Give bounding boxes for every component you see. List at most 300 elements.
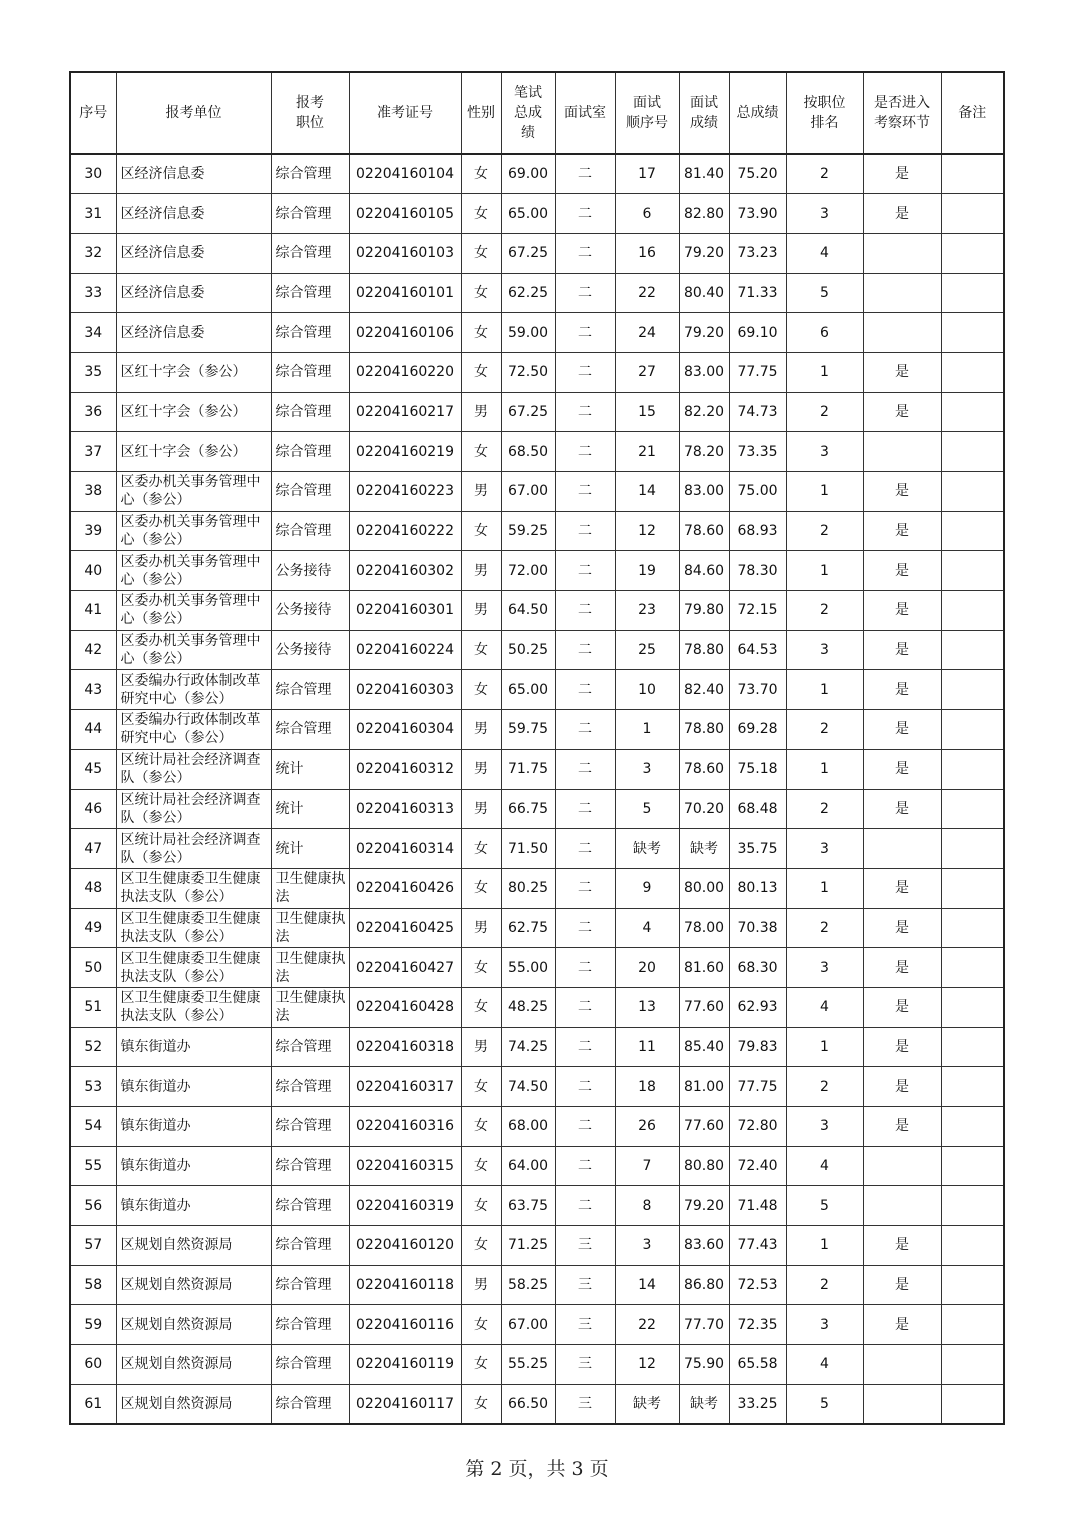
table-row — [70, 749, 1004, 789]
total-score-cell: 68.48 — [729, 789, 786, 829]
order-cell: 9 — [615, 868, 679, 908]
gender-cell: 女 — [461, 829, 501, 869]
exam-id-cell: 02204160425 — [349, 908, 461, 948]
order-cell: 23 — [615, 591, 679, 631]
advance-cell: 是 — [863, 948, 941, 988]
advance-cell: 是 — [863, 1107, 941, 1147]
written-score-cell: 71.75 — [501, 749, 555, 789]
gender-cell: 男 — [461, 1027, 501, 1067]
written-score-cell: 72.00 — [501, 551, 555, 591]
total-score-cell: 65.58 — [729, 1345, 786, 1385]
unit-cell: 区经济信息委 — [116, 313, 271, 353]
interview-score-cell: 缺考 — [679, 829, 729, 869]
room-cell: 二 — [555, 432, 615, 472]
table-row — [70, 868, 1004, 908]
remark-cell — [941, 432, 1004, 472]
gender-cell: 男 — [461, 472, 501, 512]
remark-cell — [941, 352, 1004, 392]
interview-score-cell: 78.60 — [679, 511, 729, 551]
room-cell: 二 — [555, 749, 615, 789]
exam-id-cell: 02204160104 — [349, 154, 461, 194]
written-score-cell: 71.50 — [501, 829, 555, 869]
order-cell: 15 — [615, 392, 679, 432]
total-score-cell: 68.30 — [729, 948, 786, 988]
header-cell — [863, 72, 941, 154]
advance-cell: 是 — [863, 789, 941, 829]
room-cell: 二 — [555, 670, 615, 710]
position-cell: 综合管理 — [271, 194, 349, 234]
exam-id-cell: 02204160315 — [349, 1146, 461, 1186]
unit-cell: 区规划自然资源局 — [116, 1305, 271, 1345]
total-score-cell: 77.43 — [729, 1226, 786, 1266]
table-row — [70, 1107, 1004, 1147]
header-cell — [116, 72, 271, 154]
seq-cell: 30 — [70, 154, 116, 194]
written-score-cell: 64.00 — [501, 1146, 555, 1186]
remark-cell — [941, 1146, 1004, 1186]
remark-cell — [941, 472, 1004, 512]
total-score-cell: 69.10 — [729, 313, 786, 353]
seq-cell: 61 — [70, 1384, 116, 1424]
interview-score-cell: 79.20 — [679, 233, 729, 273]
seq-cell: 49 — [70, 908, 116, 948]
unit-cell: 区红十字会（参公） — [116, 352, 271, 392]
room-cell: 二 — [555, 710, 615, 750]
advance-cell: 是 — [863, 670, 941, 710]
unit-cell: 镇东街道办 — [116, 1186, 271, 1226]
interview-score-cell: 85.40 — [679, 1027, 729, 1067]
table-row — [70, 789, 1004, 829]
interview-score-cell: 78.80 — [679, 710, 729, 750]
position-cell: 综合管理 — [271, 273, 349, 313]
advance-cell: 是 — [863, 1265, 941, 1305]
written-score-cell: 63.75 — [501, 1186, 555, 1226]
header-label: 报考 职位 — [296, 95, 324, 131]
position-cell: 综合管理 — [271, 670, 349, 710]
total-score-cell: 72.40 — [729, 1146, 786, 1186]
order-cell: 20 — [615, 948, 679, 988]
exam-id-cell: 02204160116 — [349, 1305, 461, 1345]
written-score-cell: 55.25 — [501, 1345, 555, 1385]
order-cell: 14 — [615, 1265, 679, 1305]
written-score-cell: 65.00 — [501, 194, 555, 234]
room-cell: 二 — [555, 987, 615, 1027]
interview-score-cell: 78.80 — [679, 630, 729, 670]
position-cell: 综合管理 — [271, 511, 349, 551]
seq-cell: 51 — [70, 987, 116, 1027]
remark-cell — [941, 868, 1004, 908]
order-cell: 22 — [615, 273, 679, 313]
table-row — [70, 194, 1004, 234]
header-cell — [615, 72, 679, 154]
unit-cell: 镇东街道办 — [116, 1027, 271, 1067]
exam-id-cell: 02204160118 — [349, 1265, 461, 1305]
results-table — [69, 71, 1005, 1425]
seq-cell: 44 — [70, 710, 116, 750]
gender-cell: 女 — [461, 630, 501, 670]
table-row — [70, 987, 1004, 1027]
rank-cell: 1 — [786, 670, 863, 710]
rank-cell: 2 — [786, 908, 863, 948]
gender-cell: 女 — [461, 1305, 501, 1345]
gender-cell: 男 — [461, 789, 501, 829]
position-cell: 综合管理 — [271, 1027, 349, 1067]
exam-id-cell: 02204160222 — [349, 511, 461, 551]
total-score-cell: 72.53 — [729, 1265, 786, 1305]
exam-id-cell: 02204160426 — [349, 868, 461, 908]
total-score-cell: 73.23 — [729, 233, 786, 273]
seq-cell: 36 — [70, 392, 116, 432]
exam-id-cell: 02204160105 — [349, 194, 461, 234]
table-header-row — [70, 72, 1004, 154]
advance-cell: 是 — [863, 1067, 941, 1107]
order-cell: 26 — [615, 1107, 679, 1147]
table-body — [70, 154, 1004, 1424]
remark-cell — [941, 1226, 1004, 1266]
header-label: 面试 顺序号 — [626, 95, 668, 131]
room-cell: 二 — [555, 630, 615, 670]
exam-id-cell: 02204160314 — [349, 829, 461, 869]
gender-cell: 男 — [461, 591, 501, 631]
remark-cell — [941, 233, 1004, 273]
total-score-cell: 75.20 — [729, 154, 786, 194]
interview-score-cell: 82.80 — [679, 194, 729, 234]
position-cell: 综合管理 — [271, 1265, 349, 1305]
header-cell — [461, 72, 501, 154]
written-score-cell: 67.00 — [501, 1305, 555, 1345]
exam-id-cell: 02204160219 — [349, 432, 461, 472]
table-row — [70, 710, 1004, 750]
total-score-cell: 73.70 — [729, 670, 786, 710]
order-cell: 19 — [615, 551, 679, 591]
exam-id-cell: 02204160224 — [349, 630, 461, 670]
order-cell: 25 — [615, 630, 679, 670]
position-cell: 公务接待 — [271, 591, 349, 631]
total-score-cell: 79.83 — [729, 1027, 786, 1067]
rank-cell: 1 — [786, 868, 863, 908]
rank-cell: 3 — [786, 1305, 863, 1345]
advance-cell — [863, 233, 941, 273]
unit-cell: 区统计局社会经济调查队（参公） — [116, 829, 271, 869]
total-score-cell: 71.48 — [729, 1186, 786, 1226]
seq-cell: 56 — [70, 1186, 116, 1226]
rank-cell: 4 — [786, 233, 863, 273]
rank-cell: 5 — [786, 1384, 863, 1424]
gender-cell: 男 — [461, 710, 501, 750]
written-score-cell: 59.00 — [501, 313, 555, 353]
rank-cell: 5 — [786, 273, 863, 313]
interview-score-cell: 80.80 — [679, 1146, 729, 1186]
position-cell: 综合管理 — [271, 1067, 349, 1107]
rank-cell: 1 — [786, 551, 863, 591]
table-row — [70, 1265, 1004, 1305]
remark-cell — [941, 1345, 1004, 1385]
written-score-cell: 68.50 — [501, 432, 555, 472]
advance-cell: 是 — [863, 630, 941, 670]
remark-cell — [941, 908, 1004, 948]
unit-cell: 区卫生健康委卫生健康执法支队（参公） — [116, 908, 271, 948]
remark-cell — [941, 630, 1004, 670]
table-row — [70, 948, 1004, 988]
room-cell: 二 — [555, 472, 615, 512]
page-footer: 第 2 页，共 3 页 — [465, 1458, 609, 1480]
table-row — [70, 829, 1004, 869]
table-row — [70, 1345, 1004, 1385]
unit-cell: 镇东街道办 — [116, 1067, 271, 1107]
unit-cell: 区委编办行政体制改革研究中心（参公） — [116, 710, 271, 750]
gender-cell: 女 — [461, 1186, 501, 1226]
table-row — [70, 352, 1004, 392]
position-cell: 综合管理 — [271, 1345, 349, 1385]
remark-cell — [941, 1107, 1004, 1147]
total-score-cell: 72.15 — [729, 591, 786, 631]
table-row — [70, 472, 1004, 512]
written-score-cell: 65.00 — [501, 670, 555, 710]
header-cell — [501, 72, 555, 154]
exam-id-cell: 02204160117 — [349, 1384, 461, 1424]
remark-cell — [941, 710, 1004, 750]
table-row — [70, 233, 1004, 273]
exam-id-cell: 02204160120 — [349, 1226, 461, 1266]
seq-cell: 42 — [70, 630, 116, 670]
written-score-cell: 66.75 — [501, 789, 555, 829]
position-cell: 综合管理 — [271, 1146, 349, 1186]
rank-cell: 1 — [786, 1226, 863, 1266]
written-score-cell: 68.00 — [501, 1107, 555, 1147]
interview-score-cell: 81.00 — [679, 1067, 729, 1107]
rank-cell: 1 — [786, 472, 863, 512]
rank-cell: 3 — [786, 829, 863, 869]
unit-cell: 区红十字会（参公） — [116, 392, 271, 432]
total-score-cell: 62.93 — [729, 987, 786, 1027]
total-score-cell: 69.28 — [729, 710, 786, 750]
order-cell: 缺考 — [615, 829, 679, 869]
table-row — [70, 154, 1004, 194]
written-score-cell: 55.00 — [501, 948, 555, 988]
rank-cell: 2 — [786, 154, 863, 194]
table-row — [70, 1305, 1004, 1345]
total-score-cell: 68.93 — [729, 511, 786, 551]
remark-cell — [941, 1067, 1004, 1107]
order-cell: 10 — [615, 670, 679, 710]
header-cell — [271, 72, 349, 154]
remark-cell — [941, 154, 1004, 194]
seq-cell: 54 — [70, 1107, 116, 1147]
advance-cell: 是 — [863, 868, 941, 908]
position-cell: 卫生健康执法 — [271, 908, 349, 948]
order-cell: 1 — [615, 710, 679, 750]
seq-cell: 41 — [70, 591, 116, 631]
seq-cell: 48 — [70, 868, 116, 908]
exam-id-cell: 02204160319 — [349, 1186, 461, 1226]
remark-cell — [941, 789, 1004, 829]
seq-cell: 37 — [70, 432, 116, 472]
order-cell: 24 — [615, 313, 679, 353]
table-row — [70, 551, 1004, 591]
unit-cell: 区卫生健康委卫生健康执法支队（参公） — [116, 868, 271, 908]
header-label: 按职位 排名 — [803, 95, 846, 131]
header-cell — [786, 72, 863, 154]
remark-cell — [941, 273, 1004, 313]
seq-cell: 35 — [70, 352, 116, 392]
rank-cell: 2 — [786, 1265, 863, 1305]
seq-cell: 52 — [70, 1027, 116, 1067]
position-cell: 综合管理 — [271, 154, 349, 194]
remark-cell — [941, 392, 1004, 432]
rank-cell: 2 — [786, 710, 863, 750]
total-score-cell: 77.75 — [729, 1067, 786, 1107]
total-score-cell: 77.75 — [729, 352, 786, 392]
exam-id-cell: 02204160317 — [349, 1067, 461, 1107]
order-cell: 22 — [615, 1305, 679, 1345]
gender-cell: 男 — [461, 392, 501, 432]
position-cell: 综合管理 — [271, 1107, 349, 1147]
interview-score-cell: 75.90 — [679, 1345, 729, 1385]
remark-cell — [941, 591, 1004, 631]
remark-cell — [941, 1265, 1004, 1305]
table-row — [70, 1186, 1004, 1226]
interview-score-cell: 84.60 — [679, 551, 729, 591]
seq-cell: 53 — [70, 1067, 116, 1107]
unit-cell: 区规划自然资源局 — [116, 1384, 271, 1424]
total-score-cell: 78.30 — [729, 551, 786, 591]
interview-score-cell: 81.40 — [679, 154, 729, 194]
rank-cell: 2 — [786, 392, 863, 432]
unit-cell: 区委编办行政体制改革研究中心（参公） — [116, 670, 271, 710]
position-cell: 综合管理 — [271, 233, 349, 273]
advance-cell — [863, 829, 941, 869]
advance-cell: 是 — [863, 710, 941, 750]
seq-cell: 45 — [70, 749, 116, 789]
exam-id-cell: 02204160427 — [349, 948, 461, 988]
advance-cell — [863, 273, 941, 313]
order-cell: 3 — [615, 1226, 679, 1266]
table-row — [70, 670, 1004, 710]
unit-cell: 区红十字会（参公） — [116, 432, 271, 472]
interview-score-cell: 77.60 — [679, 987, 729, 1027]
header-cell — [729, 72, 786, 154]
interview-score-cell: 77.60 — [679, 1107, 729, 1147]
advance-cell: 是 — [863, 352, 941, 392]
order-cell: 3 — [615, 749, 679, 789]
total-score-cell: 75.18 — [729, 749, 786, 789]
rank-cell: 1 — [786, 749, 863, 789]
written-score-cell: 67.25 — [501, 233, 555, 273]
gender-cell: 女 — [461, 194, 501, 234]
position-cell: 综合管理 — [271, 432, 349, 472]
position-cell: 综合管理 — [271, 710, 349, 750]
header-cell — [70, 72, 116, 154]
exam-id-cell: 02204160312 — [349, 749, 461, 789]
interview-score-cell: 78.20 — [679, 432, 729, 472]
order-cell: 4 — [615, 908, 679, 948]
remark-cell — [941, 511, 1004, 551]
rank-cell: 2 — [786, 511, 863, 551]
order-cell: 16 — [615, 233, 679, 273]
table-row — [70, 591, 1004, 631]
room-cell: 三 — [555, 1265, 615, 1305]
exam-id-cell: 02204160313 — [349, 789, 461, 829]
rank-cell: 6 — [786, 313, 863, 353]
total-score-cell: 73.35 — [729, 432, 786, 472]
order-cell: 17 — [615, 154, 679, 194]
room-cell: 二 — [555, 908, 615, 948]
exam-id-cell: 02204160316 — [349, 1107, 461, 1147]
gender-cell: 男 — [461, 551, 501, 591]
table-row — [70, 1067, 1004, 1107]
rank-cell: 4 — [786, 1146, 863, 1186]
advance-cell: 是 — [863, 987, 941, 1027]
seq-cell: 60 — [70, 1345, 116, 1385]
room-cell: 二 — [555, 591, 615, 631]
header-cell — [555, 72, 615, 154]
position-cell: 综合管理 — [271, 392, 349, 432]
order-cell: 8 — [615, 1186, 679, 1226]
remark-cell — [941, 948, 1004, 988]
header-label: 准考证号 — [377, 105, 433, 121]
remark-cell — [941, 829, 1004, 869]
written-score-cell: 69.00 — [501, 154, 555, 194]
table-row — [70, 1226, 1004, 1266]
exam-id-cell: 02204160303 — [349, 670, 461, 710]
room-cell: 二 — [555, 829, 615, 869]
advance-cell: 是 — [863, 749, 941, 789]
gender-cell: 男 — [461, 908, 501, 948]
exam-id-cell: 02204160106 — [349, 313, 461, 353]
exam-id-cell: 02204160304 — [349, 710, 461, 750]
total-score-cell: 71.33 — [729, 273, 786, 313]
position-cell: 综合管理 — [271, 313, 349, 353]
seq-cell: 46 — [70, 789, 116, 829]
order-cell: 5 — [615, 789, 679, 829]
position-cell: 综合管理 — [271, 472, 349, 512]
written-score-cell: 67.25 — [501, 392, 555, 432]
room-cell: 二 — [555, 154, 615, 194]
gender-cell: 女 — [461, 670, 501, 710]
seq-cell: 50 — [70, 948, 116, 988]
interview-score-cell: 82.20 — [679, 392, 729, 432]
gender-cell: 女 — [461, 511, 501, 551]
advance-cell — [863, 1345, 941, 1385]
unit-cell: 镇东街道办 — [116, 1146, 271, 1186]
table-row — [70, 1384, 1004, 1424]
room-cell: 二 — [555, 1027, 615, 1067]
unit-cell: 区统计局社会经济调查队（参公） — [116, 789, 271, 829]
interview-score-cell: 83.00 — [679, 352, 729, 392]
gender-cell: 女 — [461, 432, 501, 472]
unit-cell: 区经济信息委 — [116, 273, 271, 313]
advance-cell — [863, 1384, 941, 1424]
interview-score-cell: 82.40 — [679, 670, 729, 710]
rank-cell: 2 — [786, 1067, 863, 1107]
position-cell: 综合管理 — [271, 352, 349, 392]
total-score-cell: 75.00 — [729, 472, 786, 512]
unit-cell: 区规划自然资源局 — [116, 1226, 271, 1266]
seq-cell: 38 — [70, 472, 116, 512]
advance-cell: 是 — [863, 551, 941, 591]
order-cell: 27 — [615, 352, 679, 392]
written-score-cell: 64.50 — [501, 591, 555, 631]
written-score-cell: 72.50 — [501, 352, 555, 392]
unit-cell: 区经济信息委 — [116, 233, 271, 273]
seq-cell: 33 — [70, 273, 116, 313]
position-cell: 卫生健康执法 — [271, 948, 349, 988]
table-row — [70, 1146, 1004, 1186]
seq-cell: 32 — [70, 233, 116, 273]
seq-cell: 40 — [70, 551, 116, 591]
table-row — [70, 511, 1004, 551]
order-cell: 7 — [615, 1146, 679, 1186]
